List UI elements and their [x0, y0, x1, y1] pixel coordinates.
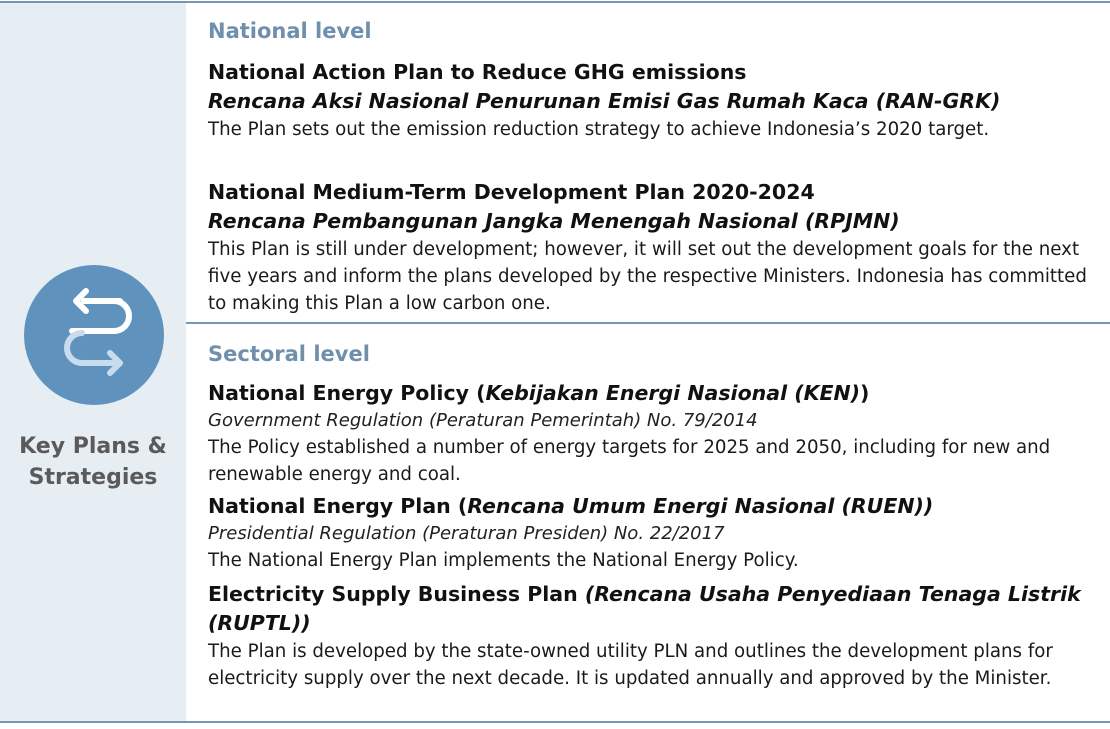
entry-regulation: Government Regulation (Peraturan Pemerintah) No. 79/2014 — [208, 410, 758, 431]
icon-circle — [24, 265, 164, 405]
entry-description: The Plan sets out the emission reduction strategy to achieve Indonesia’s 2020 target. — [208, 119, 990, 140]
entry-title: National Medium-Term Development Plan 2020-2024 — [208, 180, 815, 204]
entry-ruptl — [208, 580, 1103, 692]
entry-ruen — [208, 492, 1103, 574]
sectoral-level-heading: Sectoral level — [208, 342, 370, 366]
entry-ken — [208, 379, 1103, 488]
entry-title-italic: Rencana Umum Energi Nasional (RUEN)) — [467, 494, 934, 518]
entry-title-text: Electricity Supply Business Plan — [208, 582, 585, 606]
bottom-rule — [0, 721, 1110, 723]
entry-title — [208, 580, 1103, 638]
entry-regulation: Presidential Regulation (Peraturan Presiden) No. 22/2017 — [208, 523, 725, 544]
arrows-swap-icon — [24, 265, 164, 405]
sidebar-label: Key Plans & Strategies — [19, 434, 167, 490]
entry-title-text: National Energy Policy ( — [208, 381, 486, 405]
entry-ran-grk — [208, 58, 1103, 143]
entry-title-italic: Kebijakan Energi Nasional (KEN) — [485, 381, 861, 405]
entry-rpjmn — [208, 178, 1103, 317]
entry-title-italic: Rencana Pembangunan Jangka Menengah Nasional (RPJMN) — [208, 209, 900, 233]
entry-title — [208, 492, 1103, 521]
entry-title-italic: (Rencana Usaha Penyediaan Tenaga Listrik (RUPTL)) — [208, 582, 1081, 635]
entry-description: The Policy established a number of energy targets for 2025 and 2050, including for new and renewable energy and coal. — [208, 437, 1051, 485]
national-level-heading: National level — [208, 19, 372, 43]
entry-description: The National Energy Plan implements the National Energy Policy. — [208, 550, 799, 571]
entry-title — [208, 379, 1103, 408]
entry-title: National Action Plan to Reduce GHG emissions — [208, 60, 747, 84]
entry-description: The Plan is developed by the state-owned utility PLN and outlines the development plans for electricity supply over the next decade. It is updated annually and approved by the Minister. — [208, 641, 1053, 689]
section-divider — [186, 322, 1110, 324]
entry-title-italic: Rencana Aksi Nasional Penurunan Emisi Gas Rumah Kaca (RAN-GRK) — [208, 89, 1001, 113]
entry-title-text: National Energy Plan ( — [208, 494, 468, 518]
sidebar-panel — [0, 3, 186, 721]
entry-description: This Plan is still under development; however, it will set out the development goals for the next five years and inform the plans developed by the respective Ministers. Indonesia has committed to making this Plan a low carbon one. — [208, 239, 1087, 314]
entry-title-end: ) — [860, 381, 870, 405]
